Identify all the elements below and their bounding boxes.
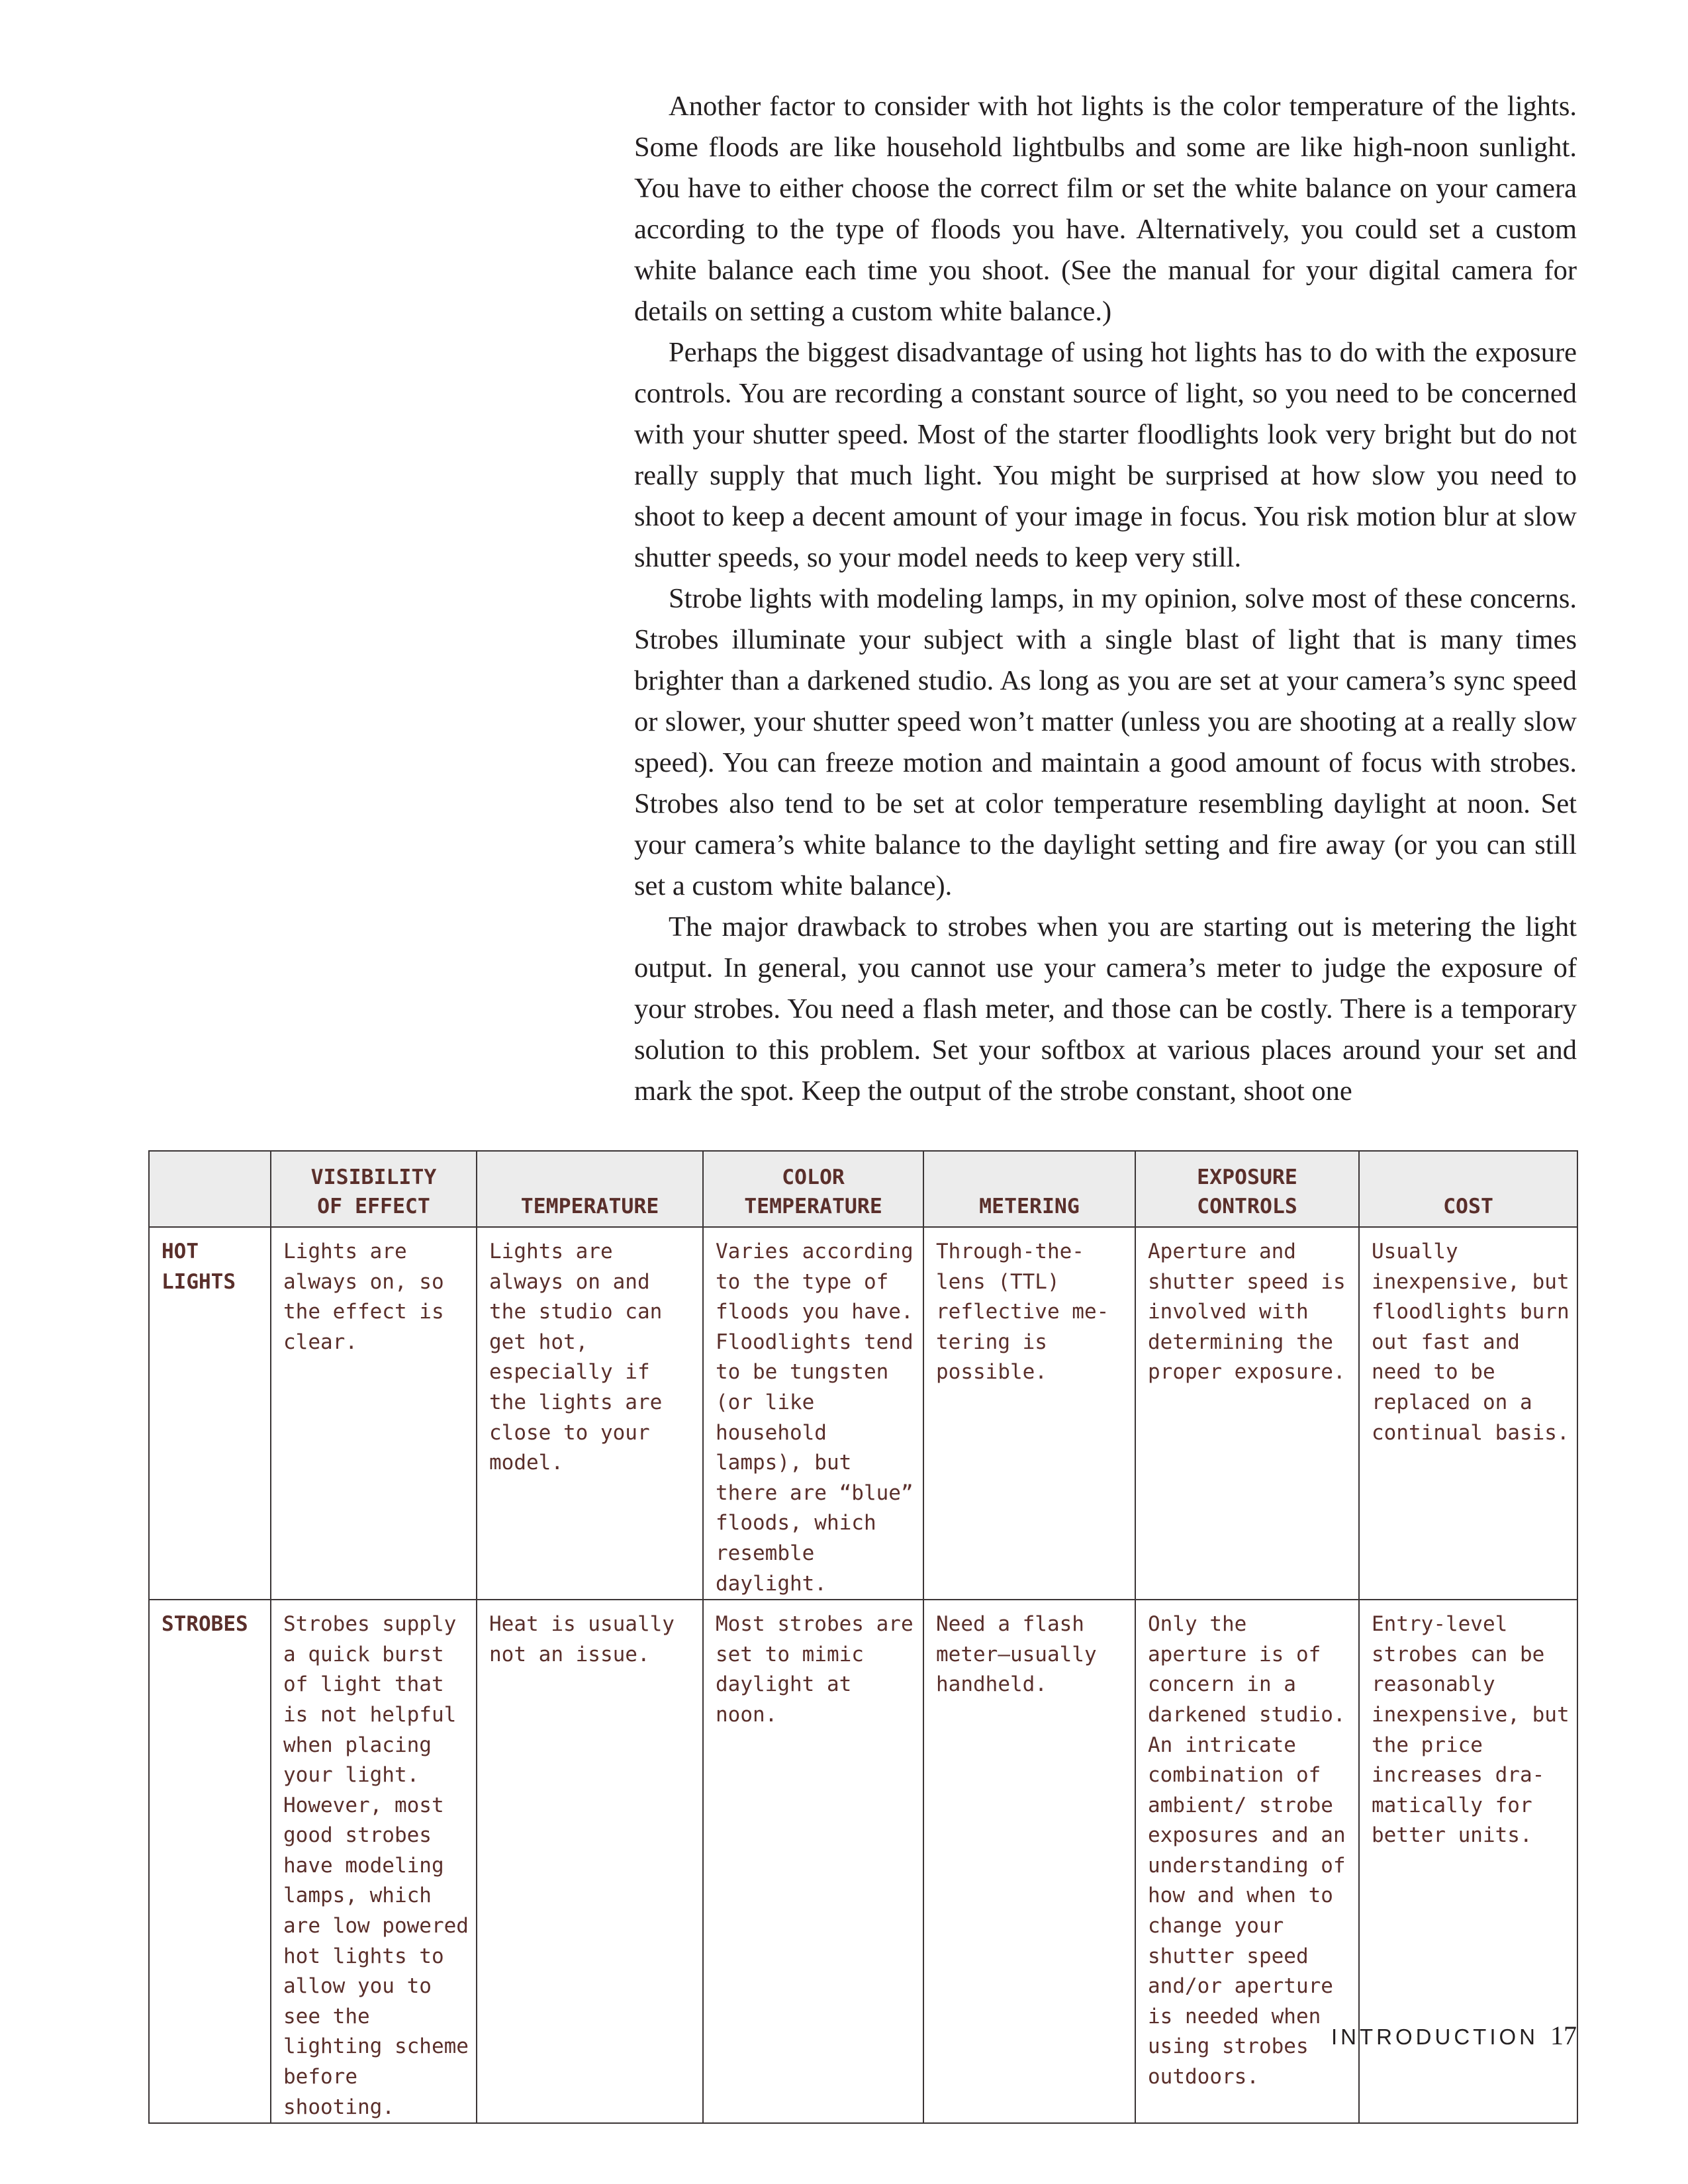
paragraph: Strobe lights with modeling lamps, in my opinion, solve most of these concerns. Strobes illuminate your subject with a single blast of light that is many times brighter than a darkened studio. As long as you are set at your camera’s sync speed or slower, your shutter speed won’t matter (unless you are shooting at a really slow speed). You can freeze motion and maintain a good amount of focus with strobes. Strobes also tend to be set at color temperature resembling daylight at noon. Set your camera’s white balance to the daylight setting and fire away (or you can still set a custom white balance).	[634, 583, 1577, 901]
lighting-comparison-table	[148, 1150, 1578, 2124]
page-footer	[1331, 2020, 1577, 2051]
table-cell: Need a flash meter—usually handheld.	[923, 1600, 1135, 2123]
header-temperature: TEMPERATURE	[477, 1151, 703, 1227]
header-cost: COST	[1359, 1151, 1577, 1227]
table-cell: Lights are always on and the studio can get hot, especially if the lights are close to your model.	[477, 1227, 703, 1600]
table-cell: Entry-level strobes can be reasonably inexpensive, but the price increases dramatically for better units.	[1359, 1600, 1577, 2123]
table-cell: Aperture and shutter speed is involved with determining the proper exposure.	[1135, 1227, 1359, 1600]
header-color-temperature: COLOR TEMPERATURE	[703, 1151, 923, 1227]
row-label-hot-lights: HOT LIGHTS	[149, 1227, 271, 1600]
row-label-strobes: STROBES	[149, 1600, 271, 2123]
table-cell: Lights are always on, so the effect is clear.	[271, 1227, 477, 1600]
body-text	[634, 86, 1577, 1112]
table-cell: Heat is usually not an issue.	[477, 1600, 703, 2123]
header-metering: METERING	[923, 1151, 1135, 1227]
table-cell: Usually inexpensive, but floodlights burn out fast and need to be replaced on a continual basis.	[1359, 1227, 1577, 1600]
paragraph: Perhaps the biggest disadvantage of using hot lights has to do with the exposure controls. You are recording a constant source of light, so you need to be concerned with your shutter speed. Most of the starter floodlights look very bright but do not really supply that much light. You might be surprised at how slow you need to shoot to keep a decent amount of your image in focus. You risk motion blur at slow shutter speeds, so your model needs to keep very still.	[634, 337, 1577, 573]
table-cell: Most strobes are set to mimic daylight at noon.	[703, 1600, 923, 2123]
paragraph: The major drawback to strobes when you are starting out is metering the light output. In general, you cannot use your camera’s meter to judge the exposure of your strobes. You need a flash meter, and those can be costly. There is a temporary solution to this problem. Set your softbox at various places around your set and mark the spot. Keep the output of the strobe constant, shoot one	[634, 911, 1577, 1107]
table-header-row	[149, 1151, 1577, 1227]
table-cell: Varies according to the type of floods you have. Floodlights tend to be tungsten (or like household lamps), but there are “blue” floods, which resemble daylight.	[703, 1227, 923, 1600]
table-cell: Only the aperture is of concern in a darkened studio. An intricate combination of ambient/ strobe exposures and an understanding of how and when to change your shutter speed and/or aperture is needed when using strobes outdoors.	[1135, 1600, 1359, 2123]
header-cell-empty	[149, 1151, 271, 1227]
footer-section-title: INTRODUCTION	[1331, 2025, 1538, 2049]
table-cell: Through-the-lens (TTL) reflective metering is possible.	[923, 1227, 1135, 1600]
table-row-hot-lights	[149, 1227, 1577, 1600]
page-number: 17	[1550, 2021, 1577, 2050]
header-visibility-of-effect: VISIBILITY OF EFFECT	[271, 1151, 477, 1227]
header-exposure-controls: EXPOSURE CONTROLS	[1135, 1151, 1359, 1227]
paragraph: Another factor to consider with hot lights is the color temperature of the lights. Some floods are like household lightbulbs and some are like high-noon sunlight. You have to either choose the correct film or set the white balance on your camera according to the type of floods you have. Alternatively, you could set a custom white balance each time you shoot. (See the manual for your digital camera for details on setting a custom white balance.)	[634, 91, 1577, 327]
table-cell: Strobes supply a quick burst of light that is not helpful when placing your light. However, most good strobes have modeling lamps, which are low powered hot lights to allow you to see the lighting scheme before shooting.	[271, 1600, 477, 2123]
